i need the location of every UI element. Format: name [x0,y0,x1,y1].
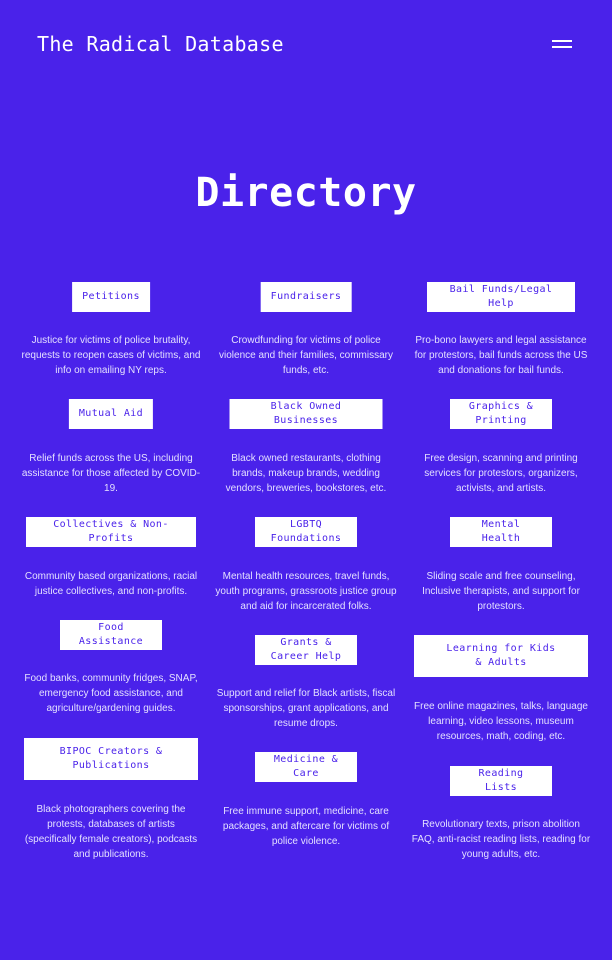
bail-funds-legal-description: Pro-bono lawyers and legal assistance for protestors, bail funds across the US and donations for bail funds. [414,335,588,376]
black-owned-businesses-button[interactable]: Black Owned Businesses [230,399,383,429]
bail-funds-legal-button[interactable]: Bail Funds/Legal Help [427,282,575,312]
black-owned-businesses-description: Black owned restaurants, clothing brands, makeup brands, wedding vendors, breweries, bookstores, etc. [225,453,387,494]
reading-lists-button[interactable]: Reading Lists [450,766,552,796]
mutual-aid-button[interactable]: Mutual Aid [69,399,153,429]
medicine-care-description: Free immune support, medicine, care packages, and aftercare for victims of police violence. [222,806,390,847]
petitions-button[interactable]: Petitions [72,282,150,312]
food-assistance-button[interactable]: Food Assistance [60,620,162,650]
bipoc-creators-button[interactable]: BIPOC Creators & Publications [24,738,198,780]
grants-career-description: Support and relief for Black artists, fiscal sponsorships, grant applications, and resume drops. [216,688,396,729]
lgbtq-foundations-button[interactable]: LGBTQ Foundations [255,517,357,547]
directory-column-2 [204,0,408,960]
mental-health-button[interactable]: Mental Health [450,517,552,547]
directory-column-1 [9,0,213,960]
mental-health-description: Sliding scale and free counseling, Inclusive therapists, and support for protestors. [422,571,580,612]
fundraisers-button[interactable]: Fundraisers [261,282,352,312]
page-title: Directory [195,170,417,216]
reading-lists-description: Revolutionary texts, prison abolition FAQ, anti-racist reading lists, reading for young adults, etc. [411,819,591,860]
lgbtq-foundations-description: Mental health resources, travel funds, youth programs, grassroots justice group and aid for incarcerated folks. [215,571,397,612]
directory-column-3 [399,0,603,960]
learning-kids-adults-description: Free online magazines, talks, language learning, video lessons, museum resources, math, coding, etc. [414,701,588,742]
collectives-nonprofits-description: Community based organizations, racial justice collectives, and non-profits. [24,571,198,597]
bipoc-creators-description: Black photographers covering the protests, databases of artists (specifically female creators), podcasts and publications. [24,804,198,860]
grants-career-button[interactable]: Grants & Career Help [255,635,357,665]
graphics-printing-description: Free design, scanning and printing services for protestors, organizers, activists, and artists. [424,453,578,494]
fundraisers-description: Crowdfunding for victims of police violence and their families, commissary funds, etc. [219,335,393,376]
petitions-description: Justice for victims of police brutality, requests to reopen cases of victims, and info on emailing NY reps. [21,335,201,376]
learning-kids-adults-button[interactable]: Learning for Kids & Adults [414,635,588,677]
mutual-aid-description: Relief funds across the US, including assistance for those affected by COVID-19. [21,453,201,494]
medicine-care-button[interactable]: Medicine & Care [255,752,357,782]
graphics-printing-button[interactable]: Graphics & Printing [450,399,552,429]
food-assistance-description: Food banks, community fridges, SNAP, emergency food assistance, and agriculture/gardening guides. [24,673,198,714]
site-logo[interactable]: The Radical Database [37,32,284,56]
collectives-nonprofits-button[interactable]: Collectives & Non-Profits [26,517,196,547]
